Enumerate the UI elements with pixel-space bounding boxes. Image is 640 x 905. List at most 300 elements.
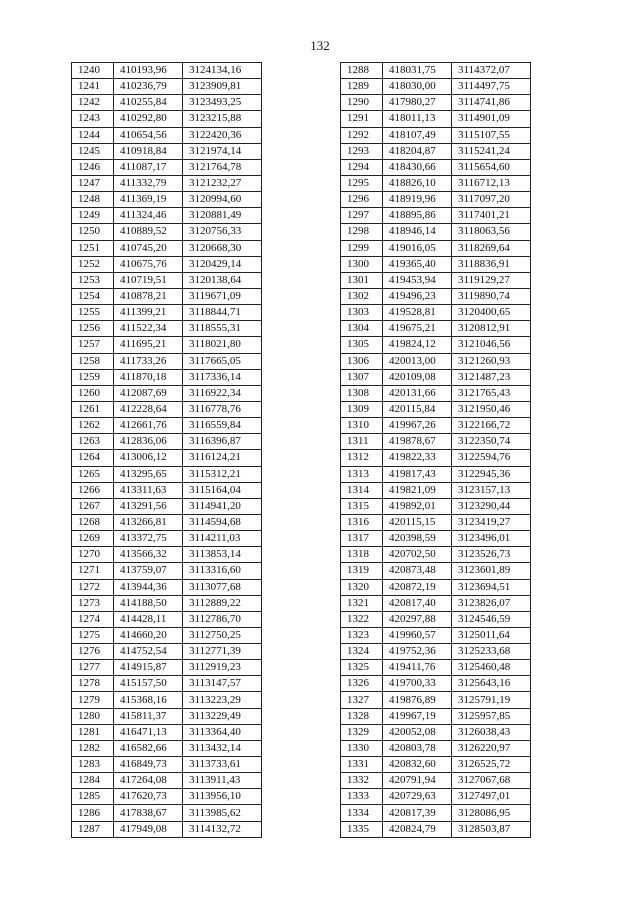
x-coordinate-cell: 411332,79	[114, 175, 183, 191]
y-coordinate-cell: 3123493,25	[183, 95, 262, 111]
x-coordinate-cell: 419892,01	[383, 498, 452, 514]
y-coordinate-cell: 3128503,87	[452, 821, 531, 837]
table-row	[72, 256, 262, 272]
table-row	[341, 821, 531, 837]
x-coordinate-cell: 419675,21	[383, 321, 452, 337]
point-number-cell: 1261	[72, 401, 114, 417]
point-number-cell: 1326	[341, 676, 383, 692]
point-number-cell: 1282	[72, 740, 114, 756]
point-number-cell: 1293	[341, 143, 383, 159]
x-coordinate-cell: 411522,34	[114, 321, 183, 337]
y-coordinate-cell: 3123496,01	[452, 531, 531, 547]
table-row	[72, 224, 262, 240]
point-number-cell: 1314	[341, 482, 383, 498]
x-coordinate-cell: 420817,40	[383, 595, 452, 611]
table-row	[72, 353, 262, 369]
table-row	[341, 660, 531, 676]
x-coordinate-cell: 419822,33	[383, 450, 452, 466]
point-number-cell: 1312	[341, 450, 383, 466]
y-coordinate-cell: 3113733,61	[183, 757, 262, 773]
table-row	[72, 418, 262, 434]
y-coordinate-cell: 3113985,62	[183, 805, 262, 821]
table-row	[341, 498, 531, 514]
x-coordinate-cell: 413295,65	[114, 466, 183, 482]
table-row	[72, 127, 262, 143]
table-row	[341, 95, 531, 111]
x-coordinate-cell: 414752,54	[114, 644, 183, 660]
y-coordinate-cell: 3123215,88	[183, 111, 262, 127]
y-coordinate-cell: 3115654,60	[452, 159, 531, 175]
x-coordinate-cell: 411870,18	[114, 369, 183, 385]
table-row	[341, 757, 531, 773]
x-coordinate-cell: 414915,87	[114, 660, 183, 676]
y-coordinate-cell: 3113432,14	[183, 740, 262, 756]
point-number-cell: 1306	[341, 353, 383, 369]
y-coordinate-cell: 3126038,43	[452, 724, 531, 740]
y-coordinate-cell: 3124134,16	[183, 63, 262, 79]
point-number-cell: 1249	[72, 208, 114, 224]
y-coordinate-cell: 3113229,49	[183, 708, 262, 724]
x-coordinate-cell: 412661,76	[114, 418, 183, 434]
x-coordinate-cell: 419496,23	[383, 288, 452, 304]
table-row	[341, 369, 531, 385]
table-row	[341, 63, 531, 79]
y-coordinate-cell: 3112750,25	[183, 627, 262, 643]
table-row	[341, 111, 531, 127]
y-coordinate-cell: 3120429,14	[183, 256, 262, 272]
point-number-cell: 1319	[341, 563, 383, 579]
x-coordinate-cell: 415368,16	[114, 692, 183, 708]
point-number-cell: 1251	[72, 240, 114, 256]
table-row	[72, 159, 262, 175]
x-coordinate-cell: 419411,76	[383, 660, 452, 676]
y-coordinate-cell: 3112889,22	[183, 595, 262, 611]
point-number-cell: 1302	[341, 288, 383, 304]
point-number-cell: 1313	[341, 466, 383, 482]
point-number-cell: 1257	[72, 337, 114, 353]
point-number-cell: 1303	[341, 305, 383, 321]
point-number-cell: 1267	[72, 498, 114, 514]
point-number-cell: 1301	[341, 272, 383, 288]
table-row	[341, 353, 531, 369]
x-coordinate-cell: 419700,33	[383, 676, 452, 692]
y-coordinate-cell: 3114741,86	[452, 95, 531, 111]
y-coordinate-cell: 3120668,30	[183, 240, 262, 256]
x-coordinate-cell: 413372,75	[114, 531, 183, 547]
y-coordinate-cell: 3119890,74	[452, 288, 531, 304]
point-number-cell: 1304	[341, 321, 383, 337]
x-coordinate-cell: 418826,10	[383, 175, 452, 191]
table-row	[341, 627, 531, 643]
point-number-cell: 1285	[72, 789, 114, 805]
point-number-cell: 1300	[341, 256, 383, 272]
table-row	[72, 385, 262, 401]
x-coordinate-cell: 411399,21	[114, 305, 183, 321]
point-number-cell: 1331	[341, 757, 383, 773]
table-row	[72, 321, 262, 337]
y-coordinate-cell: 3123526,73	[452, 547, 531, 563]
x-coordinate-cell: 413311,63	[114, 482, 183, 498]
x-coordinate-cell: 410719,51	[114, 272, 183, 288]
table-row	[341, 595, 531, 611]
x-coordinate-cell: 419016,05	[383, 240, 452, 256]
table-row	[341, 224, 531, 240]
x-coordinate-cell: 414428,11	[114, 611, 183, 627]
x-coordinate-cell: 420297,88	[383, 611, 452, 627]
x-coordinate-cell: 417620,73	[114, 789, 183, 805]
point-number-cell: 1307	[341, 369, 383, 385]
x-coordinate-cell: 420013,00	[383, 353, 452, 369]
page-number: 132	[310, 38, 330, 53]
y-coordinate-cell: 3116124,21	[183, 450, 262, 466]
point-number-cell: 1288	[341, 63, 383, 79]
point-number-cell: 1264	[72, 450, 114, 466]
point-number-cell: 1329	[341, 724, 383, 740]
table-row	[341, 175, 531, 191]
point-number-cell: 1244	[72, 127, 114, 143]
point-number-cell: 1255	[72, 305, 114, 321]
table-row	[341, 288, 531, 304]
point-number-cell: 1275	[72, 627, 114, 643]
table-row	[72, 579, 262, 595]
x-coordinate-cell: 411695,21	[114, 337, 183, 353]
x-coordinate-cell: 417980,27	[383, 95, 452, 111]
table-row	[341, 192, 531, 208]
table-row	[72, 498, 262, 514]
point-number-cell: 1321	[341, 595, 383, 611]
y-coordinate-cell: 3112919,23	[183, 660, 262, 676]
table-row	[341, 127, 531, 143]
x-coordinate-cell: 410675,76	[114, 256, 183, 272]
x-coordinate-cell: 414188,50	[114, 595, 183, 611]
y-coordinate-cell: 3114211,03	[183, 531, 262, 547]
y-coordinate-cell: 3123826,07	[452, 595, 531, 611]
y-coordinate-cell: 3116559,84	[183, 418, 262, 434]
y-coordinate-cell: 3122420,36	[183, 127, 262, 143]
point-number-cell: 1277	[72, 660, 114, 676]
y-coordinate-cell: 3113956,10	[183, 789, 262, 805]
y-coordinate-cell: 3115241,24	[452, 143, 531, 159]
y-coordinate-cell: 3125233,68	[452, 644, 531, 660]
y-coordinate-cell: 3123419,27	[452, 514, 531, 530]
y-coordinate-cell: 3114594,68	[183, 514, 262, 530]
point-number-cell: 1280	[72, 708, 114, 724]
table-row	[341, 482, 531, 498]
y-coordinate-cell: 3116922,34	[183, 385, 262, 401]
table-row	[72, 240, 262, 256]
point-number-cell: 1286	[72, 805, 114, 821]
point-number-cell: 1284	[72, 773, 114, 789]
x-coordinate-cell: 420729,63	[383, 789, 452, 805]
table-row	[72, 627, 262, 643]
table-row	[341, 579, 531, 595]
y-coordinate-cell: 3128086,95	[452, 805, 531, 821]
point-number-cell: 1242	[72, 95, 114, 111]
x-coordinate-cell: 410918,84	[114, 143, 183, 159]
point-number-cell: 1246	[72, 159, 114, 175]
x-coordinate-cell: 418107,49	[383, 127, 452, 143]
table-row	[341, 514, 531, 530]
table-row	[72, 434, 262, 450]
y-coordinate-cell: 3120400,65	[452, 305, 531, 321]
x-coordinate-cell: 413291,56	[114, 498, 183, 514]
table-row	[341, 79, 531, 95]
point-number-cell: 1335	[341, 821, 383, 837]
point-number-cell: 1273	[72, 595, 114, 611]
x-coordinate-cell: 410236,79	[114, 79, 183, 95]
x-coordinate-cell: 419752,36	[383, 644, 452, 660]
point-number-cell: 1268	[72, 514, 114, 530]
table-row	[341, 805, 531, 821]
y-coordinate-cell: 3123694,51	[452, 579, 531, 595]
y-coordinate-cell: 3112786,70	[183, 611, 262, 627]
table-row	[72, 757, 262, 773]
table-row	[72, 595, 262, 611]
y-coordinate-cell: 3114497,75	[452, 79, 531, 95]
y-coordinate-cell: 3118021,80	[183, 337, 262, 353]
table-row	[341, 385, 531, 401]
point-number-cell: 1253	[72, 272, 114, 288]
table-row	[72, 272, 262, 288]
point-number-cell: 1241	[72, 79, 114, 95]
x-coordinate-cell: 420109,08	[383, 369, 452, 385]
table-row	[72, 692, 262, 708]
x-coordinate-cell: 417949,08	[114, 821, 183, 837]
point-number-cell: 1315	[341, 498, 383, 514]
table-row	[72, 611, 262, 627]
y-coordinate-cell: 3121974,14	[183, 143, 262, 159]
point-number-cell: 1247	[72, 175, 114, 191]
y-coordinate-cell: 3113147,57	[183, 676, 262, 692]
y-coordinate-cell: 3121487,23	[452, 369, 531, 385]
x-coordinate-cell: 411087,17	[114, 159, 183, 175]
y-coordinate-cell: 3113911,43	[183, 773, 262, 789]
table-row	[341, 724, 531, 740]
table-row	[341, 208, 531, 224]
x-coordinate-cell: 418030,00	[383, 79, 452, 95]
x-coordinate-cell: 413566,32	[114, 547, 183, 563]
x-coordinate-cell: 419821,09	[383, 482, 452, 498]
y-coordinate-cell: 3121260,93	[452, 353, 531, 369]
x-coordinate-cell: 418204,87	[383, 143, 452, 159]
y-coordinate-cell: 3115312,21	[183, 466, 262, 482]
y-coordinate-cell: 3117401,21	[452, 208, 531, 224]
x-coordinate-cell: 418919,96	[383, 192, 452, 208]
point-number-cell: 1290	[341, 95, 383, 111]
y-coordinate-cell: 3117665,05	[183, 353, 262, 369]
point-number-cell: 1295	[341, 175, 383, 191]
y-coordinate-cell: 3123290,44	[452, 498, 531, 514]
x-coordinate-cell: 418895,86	[383, 208, 452, 224]
y-coordinate-cell: 3120994,60	[183, 192, 262, 208]
table-row	[341, 240, 531, 256]
x-coordinate-cell: 412836,06	[114, 434, 183, 450]
y-coordinate-cell: 3120756,33	[183, 224, 262, 240]
point-number-cell: 1334	[341, 805, 383, 821]
table-row	[72, 288, 262, 304]
x-coordinate-cell: 410292,80	[114, 111, 183, 127]
y-coordinate-cell: 3114941,20	[183, 498, 262, 514]
y-coordinate-cell: 3122945,36	[452, 466, 531, 482]
x-coordinate-cell: 418430,66	[383, 159, 452, 175]
y-coordinate-cell: 3125643,16	[452, 676, 531, 692]
x-coordinate-cell: 410193,96	[114, 63, 183, 79]
point-number-cell: 1243	[72, 111, 114, 127]
y-coordinate-cell: 3122350,74	[452, 434, 531, 450]
point-number-cell: 1322	[341, 611, 383, 627]
point-number-cell: 1298	[341, 224, 383, 240]
point-number-cell: 1311	[341, 434, 383, 450]
y-coordinate-cell: 3125791,19	[452, 692, 531, 708]
x-coordinate-cell: 418011,13	[383, 111, 452, 127]
y-coordinate-cell: 3116778,76	[183, 401, 262, 417]
table-row	[341, 708, 531, 724]
x-coordinate-cell: 419967,19	[383, 708, 452, 724]
x-coordinate-cell: 413006,12	[114, 450, 183, 466]
x-coordinate-cell: 418031,75	[383, 63, 452, 79]
table-row	[341, 773, 531, 789]
x-coordinate-cell: 420873,48	[383, 563, 452, 579]
point-number-cell: 1299	[341, 240, 383, 256]
table-row	[72, 175, 262, 191]
table-row	[72, 450, 262, 466]
table-row	[341, 450, 531, 466]
y-coordinate-cell: 3112771,39	[183, 644, 262, 660]
table-row	[72, 208, 262, 224]
table-row	[341, 676, 531, 692]
x-coordinate-cell: 420817,39	[383, 805, 452, 821]
point-number-cell: 1276	[72, 644, 114, 660]
table-row	[72, 192, 262, 208]
point-number-cell: 1271	[72, 563, 114, 579]
table-row	[341, 418, 531, 434]
table-row	[341, 305, 531, 321]
table-row	[72, 805, 262, 821]
y-coordinate-cell: 3123157,13	[452, 482, 531, 498]
x-coordinate-cell: 420052,08	[383, 724, 452, 740]
y-coordinate-cell: 3116712,13	[452, 175, 531, 191]
y-coordinate-cell: 3124546,59	[452, 611, 531, 627]
table-row	[72, 143, 262, 159]
table-row	[341, 692, 531, 708]
y-coordinate-cell: 3116396,87	[183, 434, 262, 450]
table-row	[72, 482, 262, 498]
y-coordinate-cell: 3126220,97	[452, 740, 531, 756]
coordinates-table-right	[340, 62, 531, 838]
x-coordinate-cell: 413759,07	[114, 563, 183, 579]
point-number-cell: 1327	[341, 692, 383, 708]
point-number-cell: 1324	[341, 644, 383, 660]
x-coordinate-cell: 412228,64	[114, 401, 183, 417]
table-row	[72, 531, 262, 547]
table-row	[72, 514, 262, 530]
point-number-cell: 1309	[341, 401, 383, 417]
table-row	[72, 111, 262, 127]
point-number-cell: 1270	[72, 547, 114, 563]
table-row	[72, 95, 262, 111]
point-number-cell: 1310	[341, 418, 383, 434]
table-row	[72, 821, 262, 837]
x-coordinate-cell: 420702,50	[383, 547, 452, 563]
table-row	[72, 563, 262, 579]
point-number-cell: 1248	[72, 192, 114, 208]
coordinates-table-left	[71, 62, 262, 838]
x-coordinate-cell: 419365,40	[383, 256, 452, 272]
point-number-cell: 1291	[341, 111, 383, 127]
y-coordinate-cell: 3118836,91	[452, 256, 531, 272]
y-coordinate-cell: 3113223,29	[183, 692, 262, 708]
x-coordinate-cell: 420824,79	[383, 821, 452, 837]
table-row	[341, 401, 531, 417]
point-number-cell: 1294	[341, 159, 383, 175]
y-coordinate-cell: 3113853,14	[183, 547, 262, 563]
table-row	[72, 369, 262, 385]
table-row	[341, 740, 531, 756]
x-coordinate-cell: 415811,37	[114, 708, 183, 724]
point-number-cell: 1320	[341, 579, 383, 595]
y-coordinate-cell: 3127497,01	[452, 789, 531, 805]
x-coordinate-cell: 410654,56	[114, 127, 183, 143]
y-coordinate-cell: 3127067,68	[452, 773, 531, 789]
table-row	[341, 272, 531, 288]
y-coordinate-cell: 3125957,85	[452, 708, 531, 724]
point-number-cell: 1283	[72, 757, 114, 773]
y-coordinate-cell: 3120138,64	[183, 272, 262, 288]
point-number-cell: 1296	[341, 192, 383, 208]
y-coordinate-cell: 3126525,72	[452, 757, 531, 773]
x-coordinate-cell: 419824,12	[383, 337, 452, 353]
point-number-cell: 1289	[341, 79, 383, 95]
y-coordinate-cell: 3114132,72	[183, 821, 262, 837]
point-number-cell: 1330	[341, 740, 383, 756]
x-coordinate-cell: 420832,60	[383, 757, 452, 773]
table-row	[72, 644, 262, 660]
x-coordinate-cell: 410878,21	[114, 288, 183, 304]
y-coordinate-cell: 3118269,64	[452, 240, 531, 256]
y-coordinate-cell: 3119129,27	[452, 272, 531, 288]
point-number-cell: 1258	[72, 353, 114, 369]
x-coordinate-cell: 419878,67	[383, 434, 452, 450]
y-coordinate-cell: 3113316,60	[183, 563, 262, 579]
table-row	[72, 660, 262, 676]
x-coordinate-cell: 412087,69	[114, 385, 183, 401]
point-number-cell: 1252	[72, 256, 114, 272]
x-coordinate-cell: 410255,84	[114, 95, 183, 111]
y-coordinate-cell: 3114901,09	[452, 111, 531, 127]
x-coordinate-cell: 419817,43	[383, 466, 452, 482]
table-row	[72, 724, 262, 740]
x-coordinate-cell: 414660,20	[114, 627, 183, 643]
table-row	[341, 159, 531, 175]
point-number-cell: 1266	[72, 482, 114, 498]
x-coordinate-cell: 419876,89	[383, 692, 452, 708]
x-coordinate-cell: 417838,67	[114, 805, 183, 821]
point-number-cell: 1281	[72, 724, 114, 740]
table-row	[341, 789, 531, 805]
point-number-cell: 1260	[72, 385, 114, 401]
table-row	[341, 256, 531, 272]
y-coordinate-cell: 3120881,49	[183, 208, 262, 224]
x-coordinate-cell: 420115,15	[383, 514, 452, 530]
x-coordinate-cell: 418946,14	[383, 224, 452, 240]
x-coordinate-cell: 416471,13	[114, 724, 183, 740]
point-number-cell: 1254	[72, 288, 114, 304]
point-number-cell: 1256	[72, 321, 114, 337]
point-number-cell: 1240	[72, 63, 114, 79]
point-number-cell: 1279	[72, 692, 114, 708]
point-number-cell: 1297	[341, 208, 383, 224]
table-row	[72, 466, 262, 482]
